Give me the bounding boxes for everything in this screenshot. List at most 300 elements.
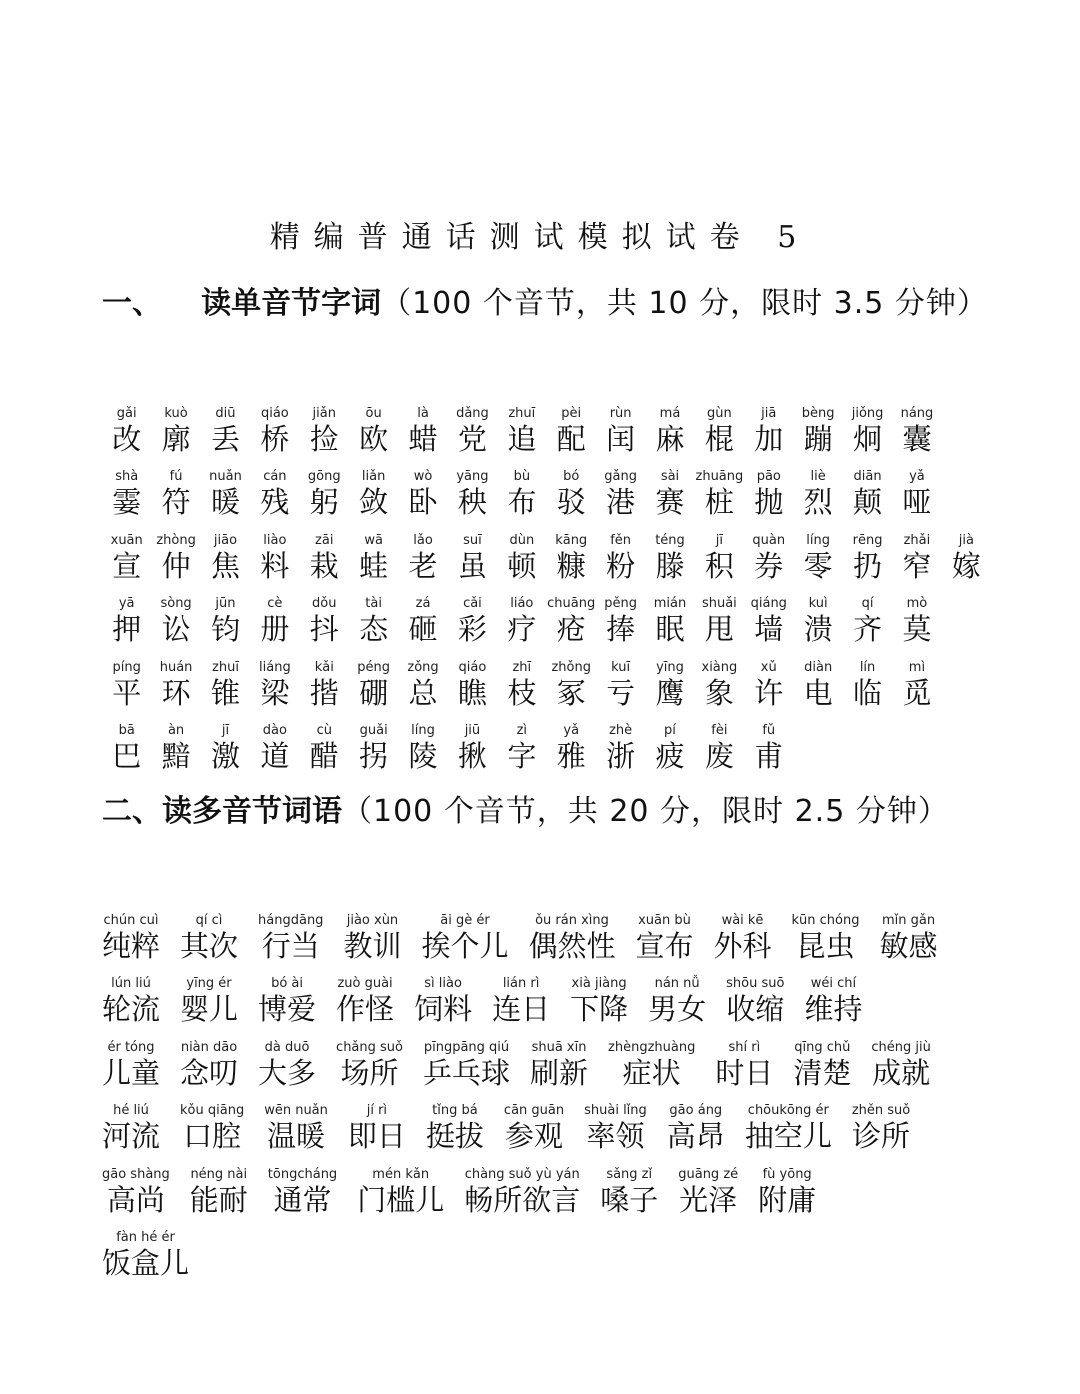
pinyin-label: kuī	[611, 659, 631, 675]
syllable-item	[744, 596, 793, 646]
hanzi-text: 枝	[507, 675, 537, 710]
hanzi-text: 畅所欲言	[464, 1182, 581, 1217]
pinyin-label: zhǎi	[903, 532, 931, 548]
pinyin-label: bó	[563, 469, 580, 484]
pinyin-label: zhěn suǒ	[851, 1103, 911, 1118]
pinyin-label: wò	[413, 469, 433, 484]
pinyin-label: wā	[364, 532, 383, 548]
hanzi-text: 念叨	[180, 1055, 239, 1090]
hanzi-text: 教训	[343, 928, 402, 963]
syllable-item	[843, 406, 892, 456]
syllable-item	[892, 469, 941, 519]
pinyin-label: diān	[853, 469, 882, 484]
pinyin-label: xuān bù	[638, 912, 691, 928]
hanzi-text: 字	[507, 739, 537, 773]
pinyin-label: shuǎi	[701, 596, 737, 611]
hanzi-text: 通常	[273, 1182, 332, 1217]
hanzi-text: 态	[359, 612, 389, 646]
hanzi-text: 挨个儿	[421, 928, 509, 963]
hanzi-text: 疗	[507, 612, 537, 646]
syllable-item	[744, 469, 793, 519]
syllable-item	[892, 660, 941, 710]
syllable-item	[201, 469, 250, 519]
hanzi-text: 象	[704, 675, 734, 710]
pinyin-label: yā	[118, 596, 135, 611]
hanzi-text: 鹰	[655, 675, 685, 710]
hanzi-text: 莫	[902, 612, 932, 646]
hanzi-text: 嫁	[951, 548, 981, 583]
pinyin-label: quàn	[752, 532, 786, 548]
pinyin-label: jī	[221, 723, 230, 738]
syllable-item	[547, 596, 596, 646]
hanzi-text: 嗓子	[600, 1182, 659, 1217]
word-item	[528, 913, 615, 963]
word-item-row	[102, 1217, 982, 1281]
syllable-item	[645, 723, 694, 773]
hanzi-text: 男女	[648, 992, 707, 1026]
multi-syllable-grid	[102, 899, 982, 1280]
hanzi-text: 收缩	[726, 992, 785, 1026]
syllable-item	[349, 533, 398, 583]
hanzi-text: 押	[112, 612, 142, 646]
word-item	[715, 1040, 773, 1090]
syllable-item	[151, 596, 200, 646]
hanzi-text: 符	[161, 485, 191, 519]
pinyin-label: diū	[215, 405, 236, 421]
word-item	[871, 1040, 930, 1090]
pinyin-label: jiū	[464, 723, 481, 738]
hanzi-text: 成就	[872, 1055, 931, 1090]
word-item-row	[102, 1026, 982, 1090]
hanzi-text: 门槛儿	[357, 1182, 445, 1217]
syllable-item	[793, 596, 842, 646]
syllable-item	[695, 660, 744, 710]
hanzi-text: 彩	[457, 612, 487, 646]
syllable-item	[398, 406, 447, 456]
pinyin-label: yāng	[456, 469, 489, 484]
pinyin-label: wēn nuǎn	[264, 1103, 328, 1118]
hanzi-text: 栽	[309, 548, 339, 583]
hanzi-text: 轮流	[102, 992, 161, 1026]
hanzi-text: 道	[260, 739, 290, 773]
word-item	[102, 976, 160, 1026]
word-item-row	[102, 963, 982, 1027]
hanzi-text: 顿	[507, 548, 537, 583]
pinyin-label: zuò guài	[337, 976, 393, 991]
pinyin-label: jī	[715, 532, 723, 548]
pinyin-label: rēng	[852, 532, 883, 548]
pinyin-label: xià jiàng	[571, 976, 627, 991]
pinyin-label: má	[659, 405, 681, 421]
hanzi-text: 揪	[457, 739, 487, 773]
syllable-item	[102, 533, 151, 583]
syllable-item	[448, 533, 497, 583]
word-item	[258, 913, 323, 963]
pinyin-label: hé liú	[113, 1103, 149, 1118]
hanzi-text: 觅	[902, 675, 932, 710]
hanzi-text: 虽	[457, 548, 487, 583]
word-item	[804, 976, 862, 1026]
pinyin-label: yǎ	[909, 469, 925, 484]
pinyin-label: fàn hé ér	[116, 1230, 175, 1245]
syllable-item	[102, 406, 151, 456]
hanzi-text: 作怪	[336, 992, 395, 1026]
pinyin-label: zá	[415, 596, 431, 611]
section-2-title: 读多音节词语	[162, 794, 342, 829]
hanzi-text: 齐	[853, 612, 883, 646]
word-item	[102, 1167, 170, 1217]
pinyin-label: pīngpāng qiú	[423, 1039, 510, 1055]
syllable-item	[151, 533, 200, 583]
word-item	[357, 1167, 444, 1217]
hanzi-text: 桥	[260, 421, 290, 456]
hanzi-text: 焦	[210, 548, 240, 583]
hanzi-text: 光泽	[679, 1182, 738, 1217]
word-item	[258, 976, 316, 1026]
section-1-number: 一、	[102, 286, 162, 321]
pinyin-label: diàn	[804, 659, 833, 675]
syllable-item-row	[102, 519, 982, 583]
hanzi-text: 临	[853, 675, 883, 710]
syllable-item	[843, 660, 892, 710]
hanzi-text: 激	[210, 739, 240, 773]
single-syllable-grid	[102, 392, 982, 773]
word-item-row	[102, 1153, 982, 1217]
pinyin-label: chún cuì	[103, 912, 159, 928]
hanzi-text: 疮	[556, 612, 586, 646]
hanzi-text: 大多	[258, 1055, 317, 1090]
pinyin-label: jiǎn	[312, 405, 336, 421]
hanzi-text: 其次	[180, 928, 239, 963]
hanzi-text: 蹦	[803, 421, 833, 456]
word-item	[268, 1167, 337, 1217]
syllable-item	[250, 660, 299, 710]
hanzi-text: 赛	[655, 485, 685, 519]
syllable-item	[497, 660, 546, 710]
pinyin-label: líng	[806, 532, 831, 548]
word-item	[726, 976, 784, 1026]
hanzi-text: 布	[507, 485, 537, 519]
pinyin-label: gōng	[307, 469, 341, 484]
hanzi-text: 残	[260, 485, 290, 519]
hanzi-text: 电	[803, 675, 833, 710]
word-item	[464, 1167, 580, 1217]
hanzi-text: 闰	[606, 421, 636, 456]
syllable-item	[201, 723, 250, 773]
hanzi-text: 饲料	[414, 992, 473, 1026]
word-item	[421, 913, 508, 963]
hanzi-text: 糠	[556, 548, 586, 583]
word-item	[530, 1040, 588, 1090]
syllable-item-row	[102, 392, 982, 456]
pinyin-label: chǎng suǒ	[336, 1039, 403, 1055]
hanzi-text: 甩	[704, 612, 734, 646]
syllable-item	[448, 406, 497, 456]
pinyin-label: náng	[900, 405, 934, 421]
hanzi-text: 窄	[902, 548, 932, 583]
syllable-item	[201, 533, 250, 583]
hanzi-text: 桩	[704, 485, 734, 519]
syllable-item	[497, 723, 546, 773]
hanzi-text: 即日	[347, 1119, 406, 1153]
hanzi-text: 昆虫	[796, 928, 855, 963]
hanzi-text: 哑	[902, 485, 932, 519]
pinyin-label: xiàng	[701, 659, 738, 675]
hanzi-text: 疲	[655, 739, 685, 773]
pinyin-label: chéng jiù	[871, 1039, 931, 1055]
pinyin-label: lǎo	[413, 532, 433, 548]
pinyin-label: qí	[861, 596, 874, 611]
pinyin-label: qiáo	[458, 659, 487, 675]
syllable-item-row	[102, 646, 982, 710]
pinyin-label: dǎng	[456, 405, 489, 421]
syllable-item	[645, 660, 694, 710]
pinyin-label: zhuāng	[695, 469, 744, 484]
word-item	[852, 1103, 910, 1153]
syllable-item	[497, 406, 546, 456]
hanzi-text: 驳	[556, 485, 586, 519]
hanzi-text: 眠	[655, 612, 685, 646]
syllable-item	[744, 533, 793, 583]
syllable-item	[349, 406, 398, 456]
hanzi-text: 老	[408, 548, 438, 583]
hanzi-text: 外科	[713, 928, 772, 963]
pinyin-label: líng	[411, 723, 435, 738]
word-item	[102, 913, 160, 963]
pinyin-label: sì liào	[424, 976, 462, 991]
syllable-item	[300, 533, 349, 583]
hanzi-text: 仲	[161, 548, 191, 583]
hanzi-text: 巴	[112, 739, 142, 773]
pinyin-label: shōu suō	[726, 976, 785, 991]
hanzi-text: 挺拔	[425, 1119, 484, 1153]
word-item	[492, 976, 550, 1026]
pinyin-label: fèi	[711, 723, 728, 738]
pinyin-label: fú	[169, 469, 183, 484]
word-item	[180, 913, 238, 963]
hanzi-text: 雅	[556, 739, 586, 773]
syllable-item	[892, 596, 941, 646]
syllable-item	[843, 469, 892, 519]
hanzi-text: 料	[260, 548, 290, 583]
hanzi-text: 甫	[754, 739, 784, 773]
pinyin-label: gùn	[707, 405, 732, 421]
pinyin-label: zhòng	[156, 532, 196, 548]
pinyin-label: liào	[263, 532, 287, 548]
hanzi-text: 亏	[606, 675, 636, 710]
syllable-item	[695, 596, 744, 646]
pinyin-label: lián rì	[502, 976, 540, 991]
hanzi-text: 下降	[570, 992, 629, 1026]
word-item	[190, 1167, 248, 1217]
syllable-item	[596, 406, 645, 456]
syllable-item	[102, 723, 151, 773]
hanzi-text: 温暖	[267, 1119, 326, 1153]
hanzi-text: 附庸	[758, 1182, 817, 1217]
pinyin-label: àn	[167, 723, 185, 738]
hanzi-text: 抖	[309, 612, 339, 646]
pinyin-label: pí	[664, 723, 676, 738]
hanzi-text: 瞧	[457, 675, 487, 710]
word-item	[504, 1103, 564, 1153]
hanzi-text: 硼	[359, 675, 389, 710]
hanzi-text: 躬	[309, 485, 339, 519]
word-item	[343, 913, 401, 963]
pinyin-label: mián	[653, 596, 687, 611]
hanzi-text: 钧	[210, 612, 240, 646]
hanzi-text: 博爱	[258, 992, 317, 1026]
syllable-item	[547, 469, 596, 519]
hanzi-text: 口腔	[183, 1119, 242, 1153]
pinyin-label: shuài lǐng	[584, 1103, 647, 1118]
hanzi-text: 零	[803, 548, 833, 583]
syllable-item	[547, 660, 596, 710]
pinyin-label: yǎ	[563, 723, 580, 738]
hanzi-text: 乒乓球	[423, 1055, 511, 1090]
syllable-item	[695, 469, 744, 519]
syllable-item	[843, 596, 892, 646]
pinyin-label: kūn chóng	[791, 912, 860, 928]
pinyin-label: bó ài	[271, 976, 303, 991]
syllable-item	[398, 469, 447, 519]
word-item	[180, 1103, 244, 1153]
section-2-heading	[102, 786, 1002, 830]
pinyin-label: yīng	[656, 659, 684, 675]
pinyin-label: jià	[958, 532, 974, 548]
syllable-item	[596, 723, 645, 773]
word-item	[667, 1103, 725, 1153]
syllable-item	[201, 596, 250, 646]
hanzi-text: 追	[507, 421, 537, 456]
hanzi-text: 抛	[754, 485, 784, 519]
word-item-row	[102, 1090, 982, 1154]
pinyin-label: ér tóng	[107, 1039, 155, 1055]
hanzi-text: 梁	[260, 675, 290, 710]
pinyin-label: fěn	[610, 532, 632, 548]
syllable-item	[744, 406, 793, 456]
syllable-item	[448, 723, 497, 773]
hanzi-text: 党	[457, 421, 487, 456]
syllable-item	[695, 723, 744, 773]
syllable-item	[892, 406, 941, 456]
pinyin-label: zǒng	[407, 659, 439, 675]
pinyin-label: sài	[660, 469, 680, 484]
pinyin-label: cán	[263, 469, 287, 484]
hanzi-text: 券	[754, 548, 784, 583]
pinyin-label: suī	[463, 532, 482, 548]
pinyin-label: pèi	[561, 405, 582, 421]
hanzi-text: 废	[704, 739, 734, 773]
syllable-item	[349, 596, 398, 646]
pinyin-label: kuò	[164, 405, 188, 421]
syllable-item	[250, 533, 299, 583]
pinyin-label: guāng zé	[678, 1166, 739, 1182]
pinyin-label: zāi	[315, 532, 334, 548]
pinyin-label: qiáng	[750, 596, 787, 611]
word-item	[600, 1167, 658, 1217]
section-1-heading	[102, 278, 1002, 322]
syllable-item	[448, 596, 497, 646]
syllable-item	[102, 469, 151, 519]
hanzi-text: 扔	[853, 548, 883, 583]
section-2-number: 二、	[102, 794, 162, 829]
pinyin-label: fù yōng	[762, 1166, 812, 1182]
syllable-item	[349, 660, 398, 710]
hanzi-text: 炯	[853, 421, 883, 456]
section-2-note: （100 个音节，共 20 分，限时 2.5 分钟）	[342, 794, 949, 829]
word-item	[880, 913, 938, 963]
pinyin-label: liǎn	[361, 469, 386, 484]
syllable-item	[892, 533, 941, 583]
syllable-item	[497, 596, 546, 646]
word-item	[264, 1103, 328, 1153]
hanzi-text: 暖	[210, 485, 240, 519]
hanzi-text: 平	[112, 675, 142, 710]
hanzi-text: 秧	[457, 485, 487, 519]
pinyin-label: qí cì	[195, 912, 223, 928]
pinyin-label: shí rì	[728, 1039, 761, 1055]
hanzi-text: 高尚	[106, 1182, 165, 1217]
hanzi-text: 高昂	[666, 1119, 725, 1153]
word-item	[792, 913, 860, 963]
syllable-item	[448, 469, 497, 519]
pinyin-label: tōngcháng	[267, 1166, 338, 1182]
pinyin-label: kāng	[555, 532, 588, 548]
syllable-item	[300, 406, 349, 456]
pinyin-label: kǒu qiāng	[180, 1103, 245, 1118]
hanzi-text: 讼	[161, 612, 191, 646]
pinyin-label: jí rì	[366, 1103, 388, 1118]
syllable-item	[793, 660, 842, 710]
pinyin-label: liè	[810, 469, 826, 484]
pinyin-label: cǎi	[463, 596, 482, 611]
hanzi-text: 醋	[309, 739, 339, 773]
word-item	[336, 1040, 403, 1090]
syllable-item	[349, 723, 398, 773]
pinyin-label: shà	[115, 469, 139, 484]
syllable-item	[151, 406, 200, 456]
hanzi-text: 册	[260, 612, 290, 646]
syllable-item	[151, 660, 200, 710]
pinyin-label: ǒu rán xìng	[535, 912, 609, 928]
pinyin-label: liáng	[259, 659, 291, 675]
hanzi-text: 抽空儿	[744, 1119, 832, 1153]
hanzi-text: 溃	[803, 612, 833, 646]
hanzi-text: 棍	[704, 421, 734, 456]
section-1-title: 读单音节字词	[201, 286, 382, 321]
hanzi-text: 时日	[715, 1055, 774, 1090]
syllable-item	[151, 469, 200, 519]
word-item	[348, 1103, 406, 1153]
hanzi-text: 症状	[622, 1055, 681, 1090]
hanzi-text: 敏感	[879, 928, 938, 963]
pinyin-label: dǒu	[312, 596, 337, 611]
syllable-item	[300, 596, 349, 646]
hanzi-text: 滕	[655, 548, 685, 583]
hanzi-text: 环	[161, 675, 191, 710]
pinyin-label: chōukōng ér	[747, 1103, 829, 1118]
hanzi-text: 配	[556, 421, 586, 456]
hanzi-text: 捧	[606, 612, 636, 646]
hanzi-text: 刷新	[530, 1055, 589, 1090]
syllable-item	[596, 596, 645, 646]
pinyin-label: jiā	[761, 405, 777, 421]
pinyin-label: cè	[267, 596, 283, 611]
hanzi-text: 饭盒儿	[102, 1246, 190, 1280]
word-item	[678, 1167, 738, 1217]
word-item	[102, 1103, 160, 1153]
pinyin-label: zhǒng	[551, 659, 591, 675]
